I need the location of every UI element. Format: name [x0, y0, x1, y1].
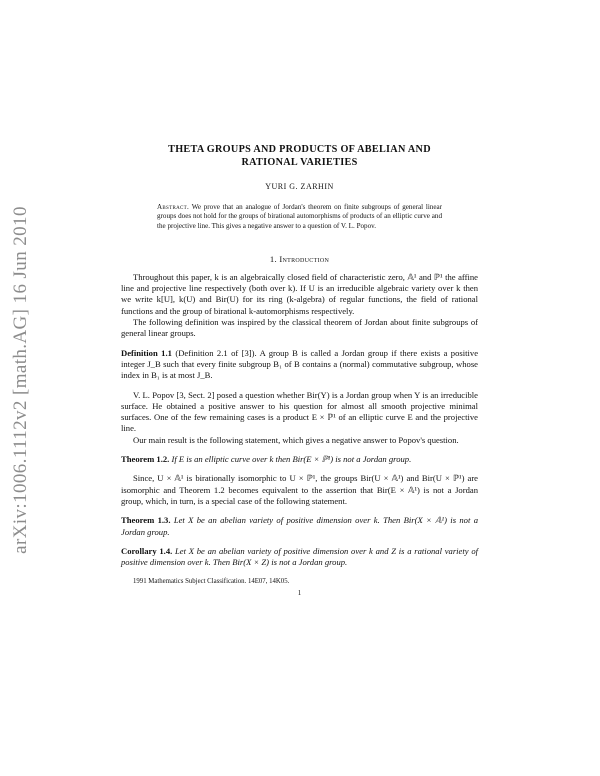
- popov-paragraph: V. L. Popov [3, Sect. 2] posed a question whether Bir(Y) is a Jordan group when Y is an irreducible surface. He obtained a positive answer to his question for almost all smooth projective minimal surfaces. One of the few remaining cases is a product E × ℙ¹ of an elliptic curve E and the projective line.: [121, 389, 478, 434]
- corollary-1-4-text: Let X be an abelian variety of positive dimension over k and Z is a rational variety of positive dimension over k. Then Bir(X × Z) is not a Jordan group.: [121, 545, 478, 568]
- arxiv-id: arXiv:1006.1112v2 [math.AG] 16 Jun 2010: [10, 206, 31, 554]
- footnote: 1991 Mathematics Subject Classification. 14E07, 14K05.: [133, 578, 290, 586]
- intro-paragraph-1: Throughout this paper, k is an algebraically closed field of characteristic zero, 𝔸¹ and ℙ¹ the affine line and projective line respectively (both over k). If U is an irreducible algebraic variety over k then we write k[U], k(U) and Bir(U) for its ring (k-algebra) of regular functions, the field of rational functions and the group of birational k-automorphisms respectively.: [121, 271, 478, 316]
- paper-title: [121, 143, 478, 169]
- definition-1-1: [121, 348, 478, 382]
- theorem-1-2-label: Theorem 1.2.: [121, 454, 170, 465]
- page-number: 1: [297, 589, 302, 598]
- theorem-1-3-text: Let X be an abelian variety of positive dimension over k. Then Bir(X × 𝔸¹) is not a Jordan group.: [121, 515, 478, 537]
- main-result-paragraph: Our main result is the following statement, which gives a negative answer to Popov's question.: [133, 434, 459, 445]
- theorem-1-3-label: Theorem 1.3.: [121, 515, 171, 526]
- arxiv-sidebar-stamp: [8, 180, 34, 580]
- abstract: [157, 203, 442, 231]
- author-name: YURI G. ZARHIN: [265, 182, 334, 191]
- section-heading: 1. Introduction: [269, 253, 330, 264]
- definition-text: (Definition 2.1 of [3]). A group B is called a Jordan group if there exists a positive integer J_B such that every finite subgroup B₁ of B contains a (normal) commutative subgroup, whose index in B₁ is at most J_B.: [121, 347, 479, 381]
- corollary-1-4: [121, 546, 478, 569]
- title-line-2: RATIONAL VARIETIES: [241, 157, 358, 168]
- since-paragraph: Since, U × 𝔸¹ is birationally isomorphic to U × ℙ¹, the groups Bir(U × 𝔸¹) and Bir(U × ℙ¹) are isomorphic and Theorem 1.2 becomes equivalent to the assertion that Bir(E × 𝔸¹) is not a Jordan group, which, in turn, is a special case of the following statement.: [121, 473, 478, 506]
- corollary-1-4-label: Corollary 1.4.: [121, 545, 173, 556]
- theorem-1-2-text: If E is an elliptic curve over k then Bir(E × ℙ¹) is not a Jordan group.: [171, 454, 412, 465]
- definition-label: Definition 1.1: [121, 347, 172, 358]
- theorem-1-2: [121, 454, 478, 465]
- abstract-label: Abstract.: [157, 203, 190, 211]
- abstract-text: We prove that an analogue of Jordan's theorem on finite subgroups of general linear groups does not hold for the groups of birational automorphisms of products of an elliptic curve and the projective line. This gives a negative answer to a question of V. L. Popov.: [157, 203, 442, 230]
- paper-content: [121, 143, 478, 597]
- theorem-1-3: [121, 515, 478, 538]
- title-line-1: THETA GROUPS AND PRODUCTS OF ABELIAN AND: [168, 144, 431, 155]
- intro-paragraph-2: The following definition was inspired by the classical theorem of Jordan about finite subgroups of general linear groups.: [121, 317, 478, 339]
